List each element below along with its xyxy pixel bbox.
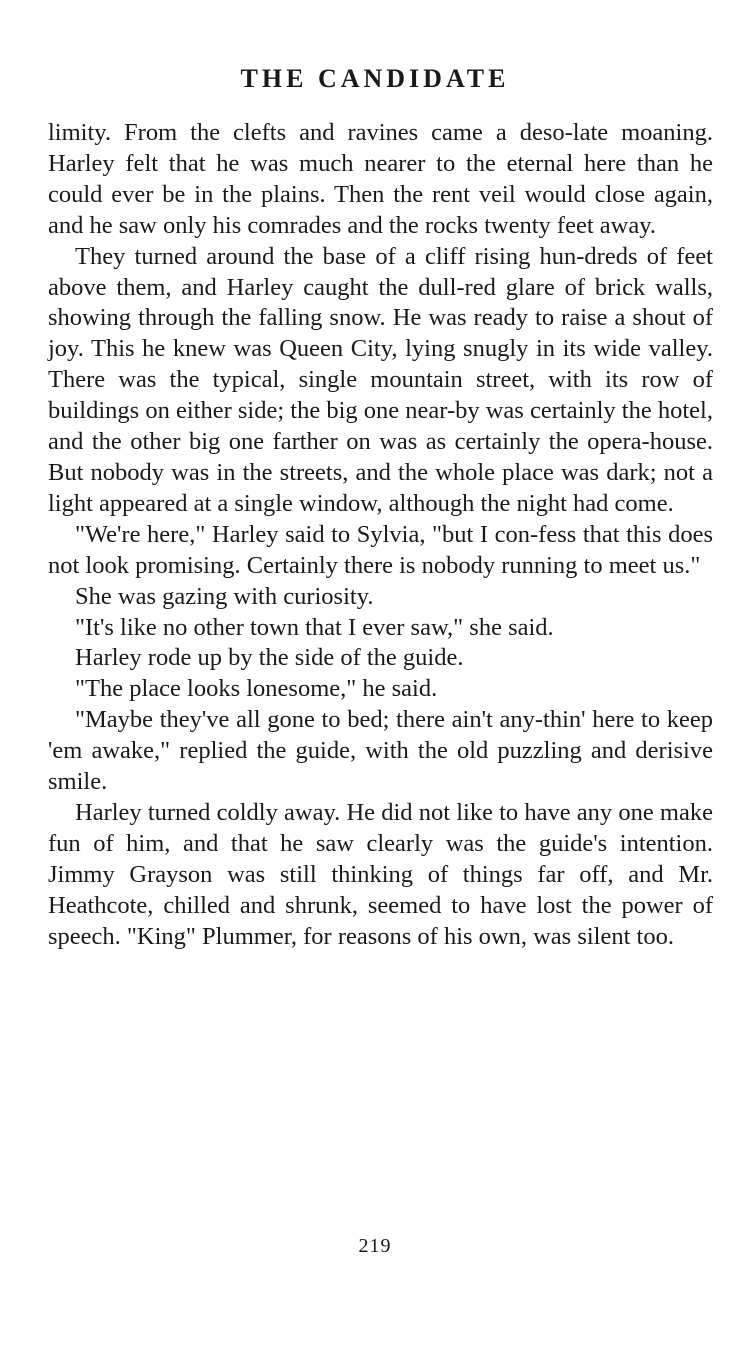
paragraph-3: "We're here," Harley said to Sylvia, "but I con-fess that this does not look promising. Certainly there is nobody running to meet us." <box>48 520 713 579</box>
paragraph-1: limity. From the clefts and ravines came a deso-late moaning. Harley felt that he was much nearer to the eternal here than he could ever be in the plains. Then the rent veil would close again, and he saw only his comrades and the rocks twenty feet away. <box>48 119 713 239</box>
paragraph-7: "The place looks lonesome," he said. <box>75 675 438 703</box>
body-text <box>48 118 713 952</box>
paragraph-2: They turned around the base of a cliff rising hun-dreds of feet above them, and Harley caught the dull-red glare of brick walls, showing through the falling snow. He was ready to raise a shout of joy. This he knew was Queen City, lying snugly in its wide valley. There was the typical, single mountain street, with its row of buildings on either side; the big one near-by was certainly the hotel, and the other big one farther on was as certainly the opera-house. But nobody was in the streets, and the whole place was dark; not a light appeared at a single window, although the night had come. <box>48 242 713 517</box>
paragraph-5: "It's like no other town that I ever saw," she said. <box>75 613 554 641</box>
running-head: THE CANDIDATE <box>240 64 510 93</box>
paragraph-4: She was gazing with curiosity. <box>75 582 374 610</box>
paragraph-9: Harley turned coldly away. He did not like to have any one make fun of him, and that he saw clearly was the guide's intention. Jimmy Grayson was still thinking of things far off, and Mr. Heathcote, chilled and shrunk, seemed to have lost the power of speech. "King" Plummer, for reasons of his own, was silent too. <box>48 798 713 950</box>
page-number: 219 <box>358 1235 392 1257</box>
paragraph-8: "Maybe they've all gone to bed; there ain't any-thin' here to keep 'em awake," replied the guide, with the old puzzling and derisive smile. <box>48 706 713 796</box>
paragraph-6: Harley rode up by the side of the guide. <box>75 644 464 672</box>
